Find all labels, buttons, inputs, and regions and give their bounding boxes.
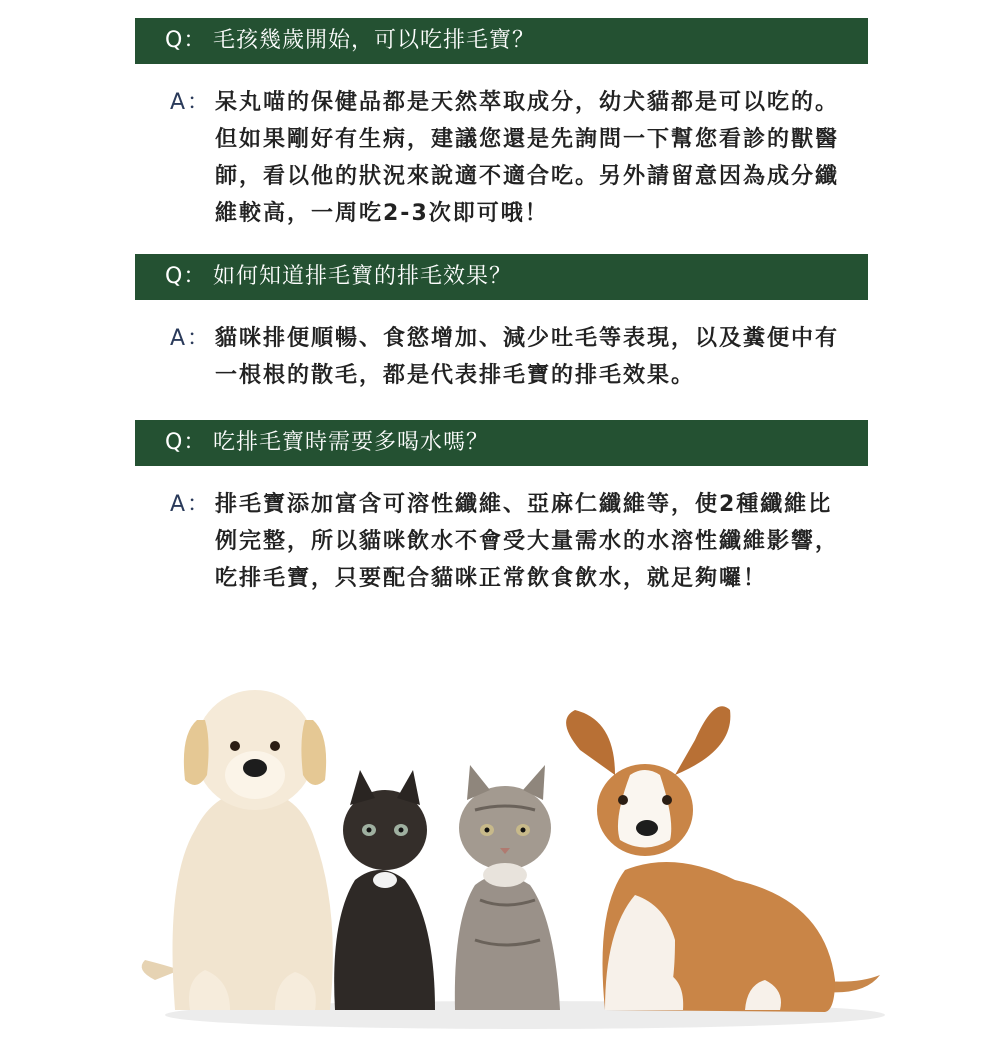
answer-text: 呆丸喵的保健品都是天然萃取成分，幼犬貓都是可以吃的。但如果剛好有生病，建議您還是先詢問一下幫您看診的獸醫師，看以他的狀況來說適不適合吃。另外請留意因為成分纖維較高，一周吃2-3次即可哦！ bbox=[215, 90, 840, 226]
answer-text: 貓咪排便順暢、食慾增加、減少吐毛等表現，以及糞便中有一根根的散毛，都是代表排毛寶的排毛效果。 bbox=[215, 326, 840, 388]
question-bar bbox=[135, 254, 868, 300]
question-prefix: Q： bbox=[165, 264, 207, 289]
question-text: 毛孩幾歲開始，可以吃排毛寶？ bbox=[213, 28, 536, 53]
answer-prefix: A： bbox=[170, 492, 212, 517]
answer-prefix: A： bbox=[170, 90, 212, 115]
answer-text: 排毛寶添加富含可溶性纖維、亞麻仁纖維等，使2種纖維比例完整，所以貓咪飲水不會受大量需水的水溶性纖維影響，吃排毛寶，只要配合貓咪正常飲食飲水，就足夠囉！ bbox=[215, 492, 840, 591]
question-prefix: Q： bbox=[165, 430, 207, 455]
answer-block bbox=[170, 320, 850, 394]
question-text: 吃排毛寶時需要多喝水嗎？ bbox=[213, 430, 490, 455]
answer-prefix: A： bbox=[170, 326, 212, 351]
pets-photo bbox=[135, 680, 895, 1040]
tabby-kitten bbox=[455, 765, 560, 1010]
corgi-puppy bbox=[566, 706, 880, 1012]
answer-block bbox=[170, 486, 850, 597]
black-kitten bbox=[334, 770, 435, 1010]
answer-block bbox=[170, 84, 850, 232]
question-bar bbox=[135, 420, 868, 466]
question-text: 如何知道排毛寶的排毛效果？ bbox=[213, 264, 513, 289]
golden-puppy bbox=[142, 690, 333, 1010]
question-bar bbox=[135, 18, 868, 64]
question-prefix: Q： bbox=[165, 28, 207, 53]
